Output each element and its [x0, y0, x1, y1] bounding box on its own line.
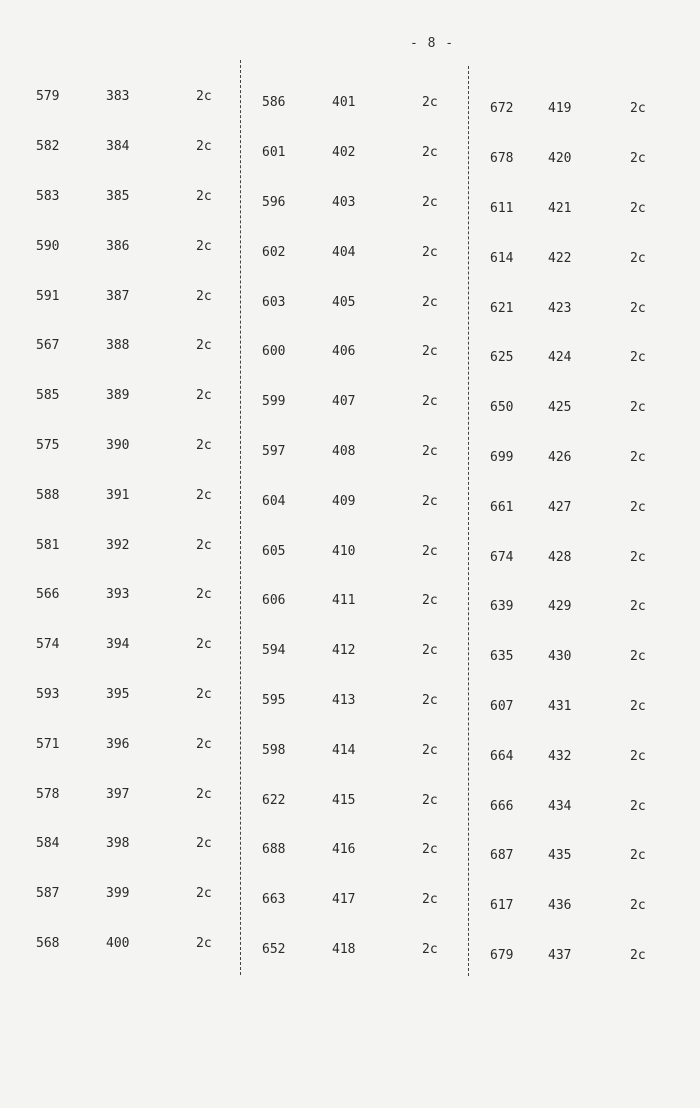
table-column-3	[490, 84, 660, 980]
table-row	[490, 184, 660, 234]
table-row	[262, 277, 452, 327]
table-row	[490, 283, 660, 333]
entry-number: 597	[262, 443, 286, 459]
table-row	[490, 632, 660, 682]
category-code: 2c	[422, 543, 438, 559]
entry-number: 652	[262, 941, 286, 957]
table-row	[490, 482, 660, 532]
item-number: 400	[106, 935, 130, 951]
category-code: 2c	[630, 898, 646, 914]
entry-number: 679	[490, 947, 514, 963]
entry-number: 672	[490, 101, 514, 117]
item-number: 384	[106, 139, 130, 155]
entry-number: 661	[490, 499, 514, 515]
item-number: 386	[106, 238, 130, 254]
item-number: 410	[332, 543, 356, 559]
entry-number: 582	[36, 139, 60, 155]
item-number: 415	[332, 792, 356, 808]
table-row	[36, 172, 226, 222]
category-code: 2c	[196, 89, 212, 105]
category-code: 2c	[422, 692, 438, 708]
item-number: 414	[332, 742, 356, 758]
item-number: 421	[548, 200, 572, 216]
table-row	[490, 731, 660, 781]
item-number: 426	[548, 449, 572, 465]
item-number: 392	[106, 537, 130, 553]
item-number: 390	[106, 437, 130, 453]
table-row	[36, 570, 226, 620]
item-number: 401	[332, 95, 356, 111]
table-row	[490, 134, 660, 184]
category-code: 2c	[422, 941, 438, 957]
entry-number: 603	[262, 294, 286, 310]
table-row	[36, 919, 226, 969]
entry-number: 687	[490, 848, 514, 864]
entry-number: 588	[36, 487, 60, 503]
item-number: 405	[332, 294, 356, 310]
category-code: 2c	[422, 194, 438, 210]
table-row	[490, 383, 660, 433]
entry-number: 639	[490, 599, 514, 615]
item-number: 387	[106, 288, 130, 304]
table-row	[36, 122, 226, 172]
table-column-1	[36, 72, 226, 968]
entry-number: 600	[262, 344, 286, 360]
table-row	[262, 775, 452, 825]
table-row	[36, 520, 226, 570]
category-code: 2c	[630, 798, 646, 814]
table-row	[490, 781, 660, 831]
category-code: 2c	[630, 200, 646, 216]
table-row	[36, 819, 226, 869]
column-divider-1	[240, 60, 241, 975]
item-number: 431	[548, 698, 572, 714]
item-number: 404	[332, 244, 356, 260]
category-code: 2c	[422, 294, 438, 310]
entry-number: 574	[36, 637, 60, 653]
category-code: 2c	[422, 344, 438, 360]
column-divider-2	[468, 66, 469, 976]
table-row	[36, 869, 226, 919]
entry-number: 575	[36, 437, 60, 453]
table-row	[36, 620, 226, 670]
entry-number: 622	[262, 792, 286, 808]
category-code: 2c	[196, 935, 212, 951]
table-row	[490, 831, 660, 881]
entry-number: 621	[490, 300, 514, 316]
item-number: 403	[332, 194, 356, 210]
entry-number: 607	[490, 698, 514, 714]
entry-number: 602	[262, 244, 286, 260]
table-row	[490, 233, 660, 283]
item-number: 429	[548, 599, 572, 615]
item-number: 396	[106, 736, 130, 752]
item-number: 432	[548, 748, 572, 764]
item-number: 399	[106, 886, 130, 902]
category-code: 2c	[196, 139, 212, 155]
entry-number: 583	[36, 188, 60, 204]
entry-number: 566	[36, 587, 60, 603]
item-number: 395	[106, 686, 130, 702]
entry-number: 604	[262, 493, 286, 509]
table-row	[262, 128, 452, 178]
entry-number: 664	[490, 748, 514, 764]
category-code: 2c	[630, 748, 646, 764]
category-code: 2c	[196, 537, 212, 553]
category-code: 2c	[422, 145, 438, 161]
item-number: 436	[548, 898, 572, 914]
category-code: 2c	[422, 643, 438, 659]
entry-number: 596	[262, 194, 286, 210]
page-number: - 8 -	[410, 36, 455, 51]
entry-number: 590	[36, 238, 60, 254]
category-code: 2c	[630, 400, 646, 416]
item-number: 424	[548, 350, 572, 366]
table-row	[262, 78, 452, 128]
category-code: 2c	[630, 101, 646, 117]
category-code: 2c	[422, 892, 438, 908]
category-code: 2c	[422, 742, 438, 758]
table-row	[490, 532, 660, 582]
item-number: 409	[332, 493, 356, 509]
entry-number: 598	[262, 742, 286, 758]
entry-number: 666	[490, 798, 514, 814]
item-number: 388	[106, 338, 130, 354]
category-code: 2c	[196, 836, 212, 852]
entry-number: 625	[490, 350, 514, 366]
entry-number: 599	[262, 394, 286, 410]
category-code: 2c	[630, 549, 646, 565]
item-number: 407	[332, 394, 356, 410]
item-number: 402	[332, 145, 356, 161]
item-number: 397	[106, 786, 130, 802]
table-row	[490, 333, 660, 383]
item-number: 398	[106, 836, 130, 852]
category-code: 2c	[630, 599, 646, 615]
item-number: 393	[106, 587, 130, 603]
category-code: 2c	[422, 394, 438, 410]
table-row	[490, 682, 660, 732]
item-number: 417	[332, 892, 356, 908]
category-code: 2c	[196, 637, 212, 653]
category-code: 2c	[196, 188, 212, 204]
item-number: 412	[332, 643, 356, 659]
category-code: 2c	[422, 95, 438, 111]
table-row	[490, 881, 660, 931]
category-code: 2c	[630, 300, 646, 316]
item-number: 416	[332, 842, 356, 858]
category-code: 2c	[422, 842, 438, 858]
category-code: 2c	[422, 244, 438, 260]
entry-number: 586	[262, 95, 286, 111]
entry-number: 674	[490, 549, 514, 565]
entry-number: 606	[262, 593, 286, 609]
table-row	[262, 925, 452, 975]
category-code: 2c	[630, 151, 646, 167]
category-code: 2c	[630, 848, 646, 864]
entry-number: 584	[36, 836, 60, 852]
item-number: 425	[548, 400, 572, 416]
item-number: 419	[548, 101, 572, 117]
category-code: 2c	[196, 487, 212, 503]
table-row	[36, 769, 226, 819]
table-row	[262, 427, 452, 477]
entry-number: 663	[262, 892, 286, 908]
table-row	[36, 470, 226, 520]
entry-number: 593	[36, 686, 60, 702]
category-code: 2c	[196, 736, 212, 752]
category-code: 2c	[196, 886, 212, 902]
category-code: 2c	[196, 686, 212, 702]
table-row	[36, 421, 226, 471]
table-row	[262, 476, 452, 526]
entry-number: 578	[36, 786, 60, 802]
entry-number: 617	[490, 898, 514, 914]
category-code: 2c	[196, 238, 212, 254]
item-number: 389	[106, 388, 130, 404]
item-number: 435	[548, 848, 572, 864]
category-code: 2c	[630, 350, 646, 366]
item-number: 422	[548, 250, 572, 266]
category-code: 2c	[196, 786, 212, 802]
item-number: 437	[548, 947, 572, 963]
entry-number: 611	[490, 200, 514, 216]
item-number: 430	[548, 649, 572, 665]
table-row	[262, 327, 452, 377]
entry-number: 591	[36, 288, 60, 304]
table-row	[262, 875, 452, 925]
category-code: 2c	[196, 288, 212, 304]
table-row	[262, 227, 452, 277]
table-row	[490, 84, 660, 134]
table-row	[36, 371, 226, 421]
table-column-2	[262, 78, 452, 974]
item-number: 391	[106, 487, 130, 503]
item-number: 423	[548, 300, 572, 316]
item-number: 413	[332, 692, 356, 708]
category-code: 2c	[630, 449, 646, 465]
category-code: 2c	[630, 947, 646, 963]
category-code: 2c	[422, 443, 438, 459]
entry-number: 614	[490, 250, 514, 266]
table-row	[262, 526, 452, 576]
category-code: 2c	[630, 499, 646, 515]
category-code: 2c	[630, 250, 646, 266]
item-number: 427	[548, 499, 572, 515]
entry-number: 594	[262, 643, 286, 659]
table-row	[262, 626, 452, 676]
entry-number: 567	[36, 338, 60, 354]
entry-number: 635	[490, 649, 514, 665]
category-code: 2c	[630, 649, 646, 665]
item-number: 406	[332, 344, 356, 360]
entry-number: 688	[262, 842, 286, 858]
item-number: 385	[106, 188, 130, 204]
item-number: 420	[548, 151, 572, 167]
category-code: 2c	[422, 493, 438, 509]
item-number: 408	[332, 443, 356, 459]
category-code: 2c	[630, 698, 646, 714]
table-row	[262, 576, 452, 626]
category-code: 2c	[196, 437, 212, 453]
table-row	[262, 178, 452, 228]
table-row	[36, 221, 226, 271]
table-row	[490, 582, 660, 632]
table-row	[36, 271, 226, 321]
entry-number: 650	[490, 400, 514, 416]
table-row	[36, 72, 226, 122]
entry-number: 699	[490, 449, 514, 465]
item-number: 428	[548, 549, 572, 565]
category-code: 2c	[422, 792, 438, 808]
item-number: 383	[106, 89, 130, 105]
entry-number: 579	[36, 89, 60, 105]
entry-number: 571	[36, 736, 60, 752]
entry-number: 585	[36, 388, 60, 404]
entry-number: 568	[36, 935, 60, 951]
category-code: 2c	[196, 338, 212, 354]
table-row	[262, 377, 452, 427]
item-number: 394	[106, 637, 130, 653]
table-row	[490, 433, 660, 483]
table-row	[36, 719, 226, 769]
entry-number: 595	[262, 692, 286, 708]
table-row	[490, 931, 660, 981]
table-row	[36, 670, 226, 720]
table-row	[36, 321, 226, 371]
entry-number: 587	[36, 886, 60, 902]
category-code: 2c	[196, 388, 212, 404]
item-number: 434	[548, 798, 572, 814]
table-row	[262, 825, 452, 875]
category-code: 2c	[422, 593, 438, 609]
item-number: 411	[332, 593, 356, 609]
entry-number: 601	[262, 145, 286, 161]
table-row	[262, 676, 452, 726]
item-number: 418	[332, 941, 356, 957]
entry-number: 605	[262, 543, 286, 559]
table-row	[262, 725, 452, 775]
category-code: 2c	[196, 587, 212, 603]
entry-number: 581	[36, 537, 60, 553]
entry-number: 678	[490, 151, 514, 167]
